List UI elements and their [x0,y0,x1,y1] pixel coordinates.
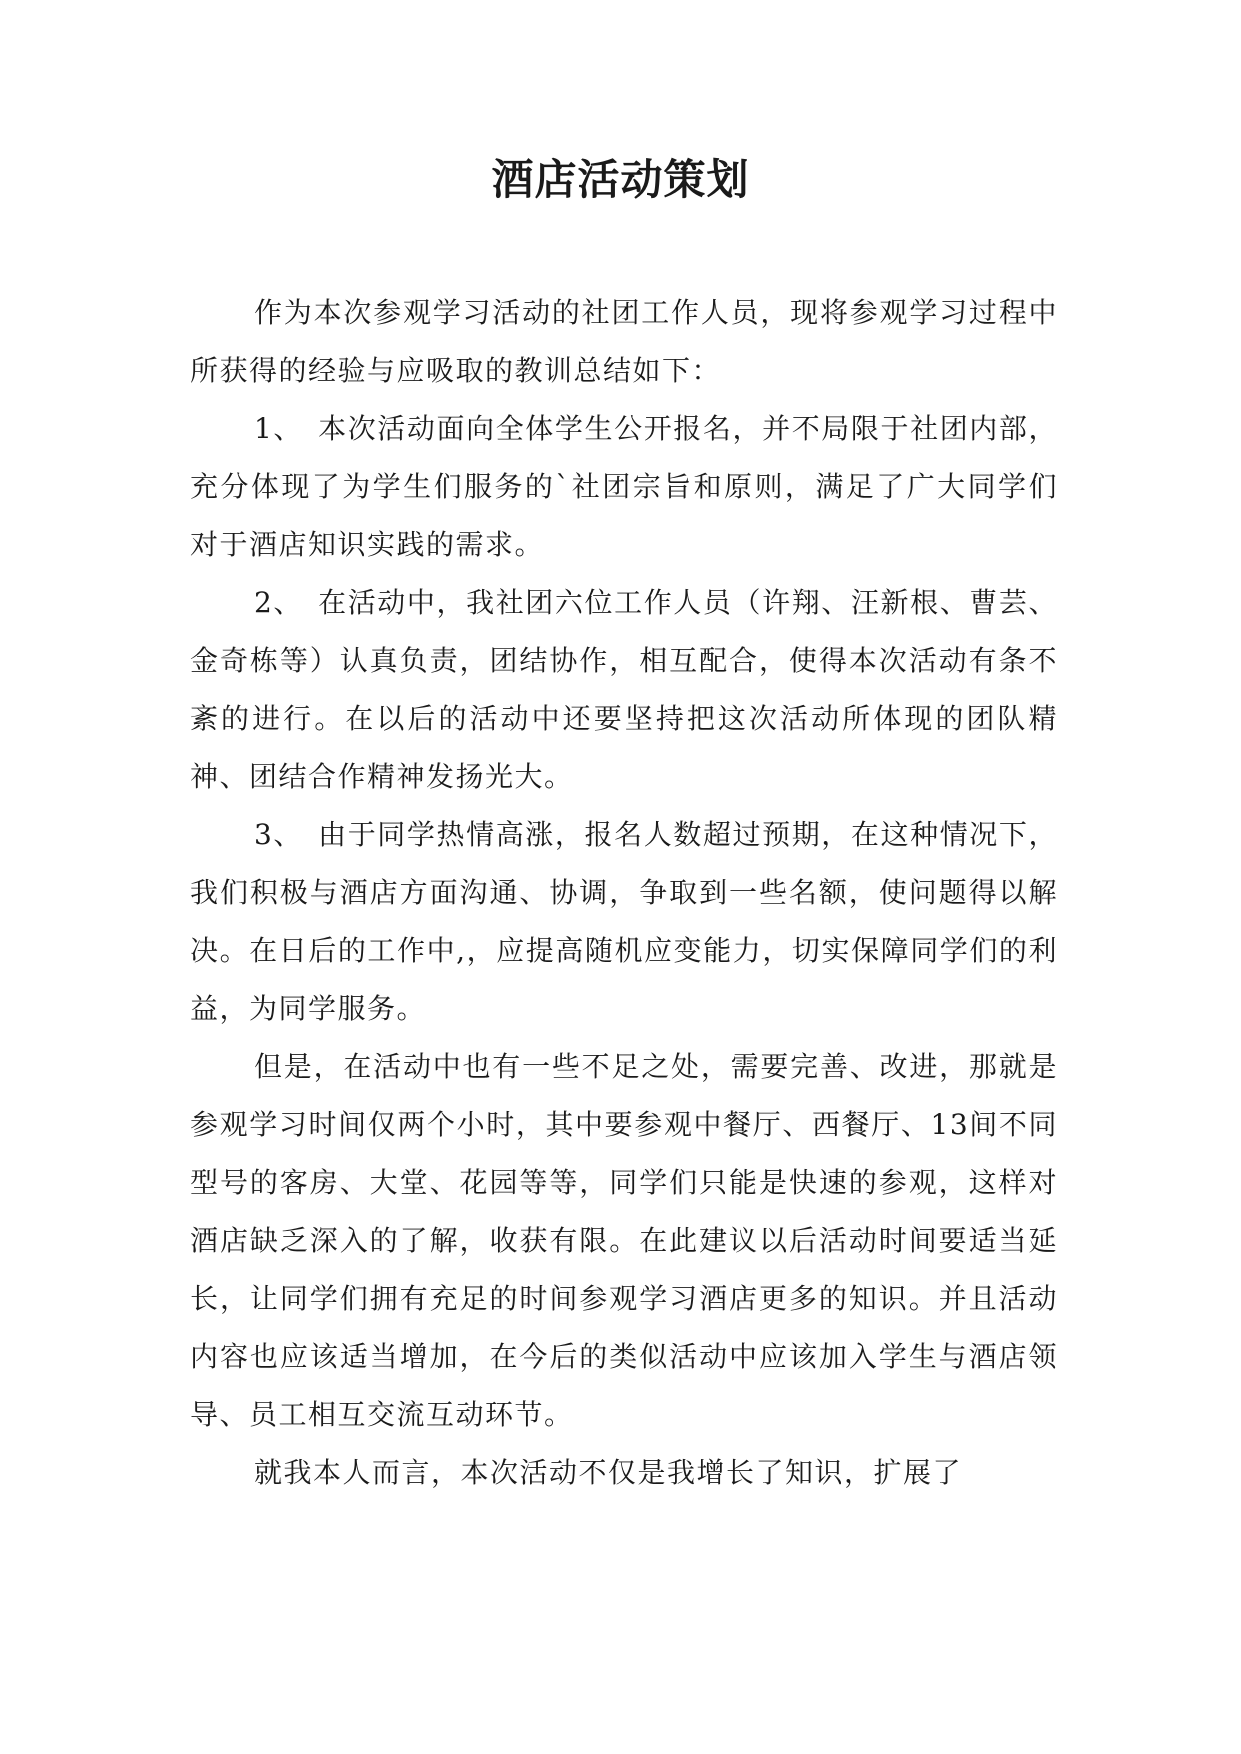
item-number: 1、 [254,412,303,445]
paragraph-personal [190,1444,1058,1502]
document-body [190,284,1058,1502]
paragraph-text: 但是，在活动中也有一些不足之处，需要完善、改进，那就是参观学习时间仅两个小时，其中要参观中餐厅、西餐厅、13间不同型号的客房、大堂、花园等等，同学们只能是快速的参观，这样对酒店缺乏深入的了解，收获有限。在此建议以后活动时间要适当延长，让同学们拥有充足的时间参观学习酒店更多的知识。并且活动内容也应该适当增加，在今后的类似活动中应该加入学生与酒店领导、员工相互交流互动环节。 [190,1050,1058,1431]
paragraph-text: 作为本次参观学习活动的社团工作人员，现将参观学习过程中所获得的经验与应吸取的教训总结如下： [190,296,1058,387]
paragraph-text: 由于同学热情高涨，报名人数超过预期，在这种情况下，我们积极与酒店方面沟通、协调，争取到一些名额，使问题得以解决。在日后的工作中,，应提高随机应变能力，切实保障同学们的利益，为同学服务。 [190,818,1058,1025]
paragraph-text: 就我本人而言，本次活动不仅是我增长了知识，扩展了 [254,1456,963,1489]
item-number: 2、 [254,586,303,619]
paragraph-shortcomings [190,1038,1058,1444]
item-number: 3、 [254,818,303,851]
paragraph-item-1 [190,400,1058,574]
paragraph-item-2 [190,574,1058,806]
paragraph-text: 在活动中，我社团六位工作人员（许翔、汪新根、曹芸、金奇栋等）认真负责，团结协作，相互配合，使得本次活动有条不紊的进行。在以后的活动中还要坚持把这次活动所体现的团队精神、团结合作精神发扬光大。 [190,586,1058,793]
document-title: 酒店活动策划 [491,155,750,204]
paragraph-intro [190,284,1058,400]
paragraph-item-3 [190,806,1058,1038]
paragraph-text: 本次活动面向全体学生公开报名，并不局限于社团内部，充分体现了为学生们服务的`社团宗旨和原则，满足了广大同学们对于酒店知识实践的需求。 [190,412,1058,561]
